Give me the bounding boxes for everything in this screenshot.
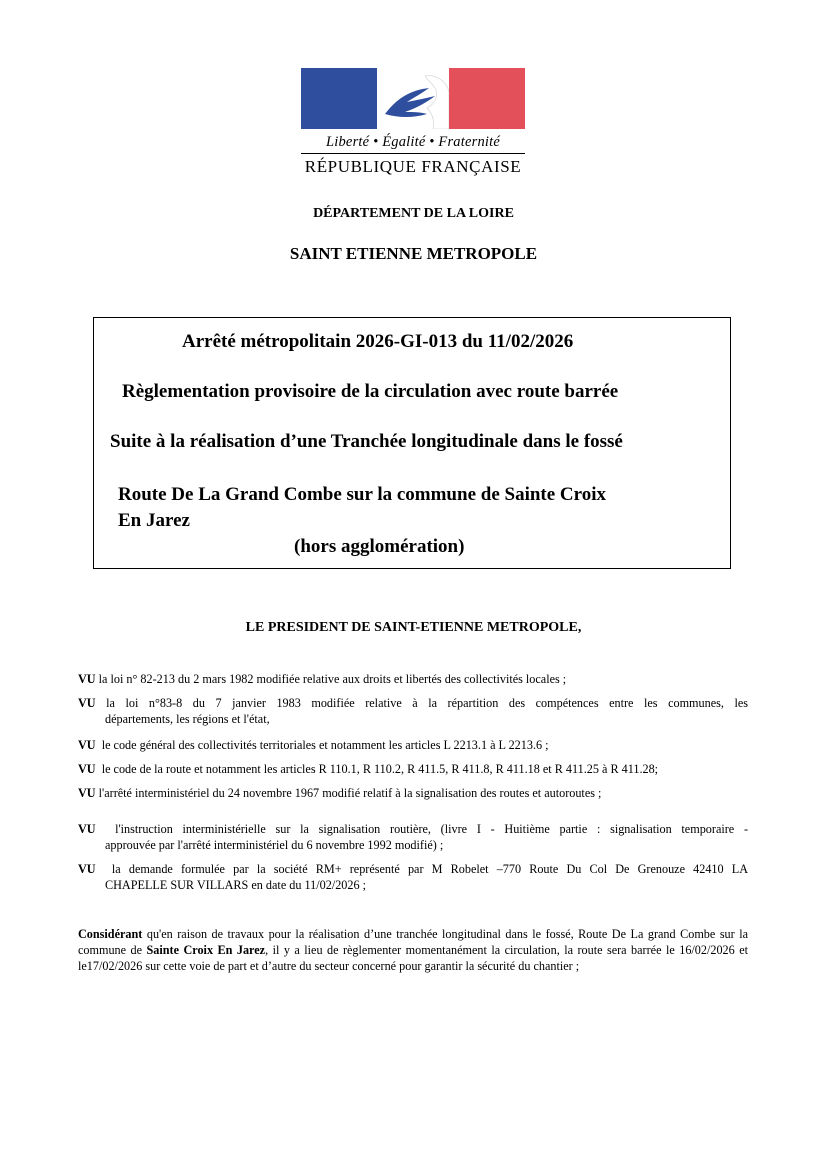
vu-text: la loi n° 82-213 du 2 mars 1982 modifiée relative aux droits et libertés des collectivités locales ;	[98, 672, 567, 686]
vu-item	[78, 761, 748, 777]
vu-continuation: approuvée par l'arrêté interministériel du 6 novembre 1992 modifié) ;	[105, 838, 444, 852]
logo-motto: Liberté • Égalité • Fraternité	[325, 134, 501, 150]
president-heading: LE PRESIDENT DE SAINT-ETIENNE METROPOLE,	[245, 620, 582, 635]
metropole-heading: SAINT ETIENNE METROPOLE	[289, 244, 538, 263]
vu-item	[78, 737, 748, 753]
republique-francaise-logo	[301, 68, 525, 177]
marianne-icon	[377, 68, 449, 129]
arrete-location-line1: Route De La Grand Combe sur la commune de Sainte Croix	[118, 484, 607, 505]
vu-label: VU	[78, 696, 96, 710]
considerant-paragraph	[78, 926, 748, 974]
logo-republic: RÉPUBLIQUE FRANÇAISE	[304, 157, 522, 176]
vu-label: VU	[78, 786, 96, 800]
vu-text: l'arrêté interministériel du 24 novembre 1967 modifié relatif à la signalisation des routes et autoroutes ;	[98, 786, 602, 800]
arrete-location-line2: En Jarez	[118, 510, 190, 531]
department-heading: DÉPARTEMENT DE LA LOIRE	[313, 206, 514, 221]
vu-item	[78, 671, 748, 687]
flag-blue-band	[301, 68, 377, 129]
vu-text: la loi n°83-8 du 7 janvier 1983 modifiée relative à la répartition des compétences entre les communes, les	[106, 696, 748, 710]
vu-text: le code de la route et notamment les articles R 110.1, R 110.2, R 411.5, R 411.8, R 411.18 et R 411.25 à R 411.28;	[101, 762, 659, 776]
considerant-label: Considérant	[78, 927, 143, 941]
flag-white-band	[377, 68, 449, 129]
vu-item	[78, 821, 748, 853]
considerant-text-end: , il y a lieu de règlementer momentanément la circulation, la route sera barrée le 16/02/2026 et le17/02/2026 sur cette voie de part et d’autre du secteur concerné pour garantir la sécurité du chantier ;	[78, 943, 749, 973]
vu-item	[78, 785, 748, 801]
arrete-title-box	[93, 317, 731, 569]
marianne-flag	[301, 68, 525, 129]
vu-label: VU	[78, 822, 96, 836]
vu-continuation: CHAPELLE SUR VILLARS en date du 11/02/2026 ;	[105, 878, 367, 892]
vu-first-line	[78, 821, 748, 837]
vu-text: le code général des collectivités territoriales et notamment les articles L 2213.1 à L 2213.6 ;	[101, 738, 549, 752]
vu-text: l'instruction interministérielle sur la signalisation routière, (livre I - Huitième partie : signalisation temporaire -	[115, 822, 748, 836]
vu-label: VU	[78, 762, 96, 776]
arrete-scope: (hors agglomération)	[294, 536, 465, 557]
vu-label: VU	[78, 862, 96, 876]
considerant-commune: Sainte Croix En Jarez	[146, 943, 266, 957]
flag-red-band	[449, 68, 525, 129]
arrete-title: Arrêté métropolitain 2026-GI-013 du 11/02/2026	[182, 331, 574, 352]
vu-item	[78, 695, 748, 727]
considerant-text: qu'en raison de travaux pour la réalisation d’une tranchée longitudinal dans le fossé, Route De La grand Combe sur la commune de	[78, 927, 749, 957]
logo-divider	[301, 153, 525, 154]
arrete-subject: Règlementation provisoire de la circulation avec route barrée	[122, 381, 619, 402]
vu-label: VU	[78, 738, 96, 752]
vu-label: VU	[78, 672, 96, 686]
vu-first-line	[78, 695, 748, 711]
vu-continuation: départements, les régions et l'état,	[105, 712, 270, 726]
arrete-reason: Suite à la réalisation d’une Tranchée longitudinale dans le fossé	[110, 431, 623, 452]
vu-text: la demande formulée par la société RM+ représenté par M Robelet –770 Route Du Col De Grenouze 42410 LA	[111, 862, 748, 876]
vu-item	[78, 861, 748, 893]
vu-first-line	[78, 861, 748, 877]
